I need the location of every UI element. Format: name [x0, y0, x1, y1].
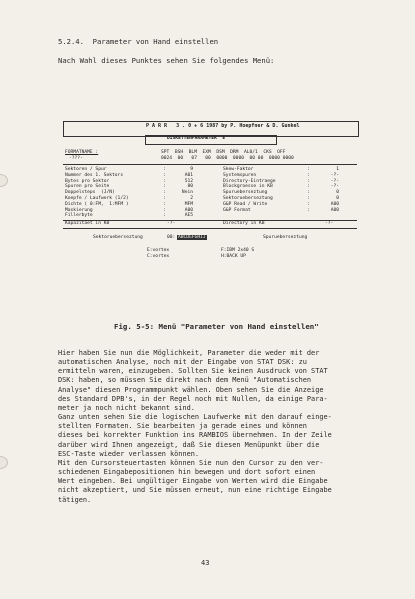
page-number: 43	[201, 559, 210, 567]
right-param-colon: :	[307, 201, 310, 207]
right-param-label: Blockgroesse in KB	[223, 184, 273, 190]
drive-menu-left-1[interactable]: E:vortex	[147, 248, 170, 253]
body-line: tätigen.	[58, 495, 92, 504]
format-value: -???-	[69, 156, 83, 161]
screen-header: P A R R 3 . 0 + 6 1987 by P. Hoepfner & D. Gunkel	[146, 123, 300, 129]
directory-value: -?-	[325, 221, 334, 226]
body-line: meter ja noch nicht bekannt sind.	[58, 403, 195, 412]
left-param-value[interactable]: 2	[190, 196, 193, 201]
left-param-label: Nummer des 1. Sektors	[65, 172, 124, 178]
left-param-colon: :	[163, 213, 166, 219]
left-param-colon: :	[163, 196, 166, 201]
left-param-label: Spuren pro Seite	[65, 184, 110, 190]
sector-translation-highlight[interactable]: ABCDEFGHIJ	[178, 235, 206, 240]
body-line: Ganz unten sehen Sie die logischen Laufwerke mit den darauf einge-	[58, 413, 332, 422]
figure-caption: Fig. 5-5: Menü "Parameter von Hand einstellen"	[114, 322, 319, 331]
body-text	[58, 349, 358, 505]
left-param-colon: :	[163, 190, 166, 196]
body-line: schiedenen Eingabepositionen hin bewegen und dort sofort einen	[58, 468, 316, 477]
menu-screen	[63, 121, 359, 311]
left-param-label: Doppelsteps (J/N)	[65, 190, 115, 196]
left-param-value[interactable]: 9	[190, 167, 193, 172]
capacity-value: -?-	[167, 221, 176, 226]
divider-3	[63, 228, 357, 229]
dpb-column-headers: SPT BSH BLM EXM DSM DRM AL0/1 CKS OFF	[161, 150, 286, 155]
left-param-colon: :	[163, 172, 166, 178]
directory-label: Directory in KB	[223, 221, 265, 226]
right-param-label: G&P Read / Write	[223, 201, 268, 207]
right-param-value[interactable]: A00	[330, 201, 339, 207]
body-line: Analyse" diesen Programmpunkt wählen. Oben sehen Sie die Anzeige	[58, 385, 324, 394]
right-param-colon: :	[307, 190, 310, 196]
right-param-value[interactable]: -?-	[330, 184, 339, 190]
right-param-colon: :	[307, 184, 310, 190]
right-param-value[interactable]: -?-	[330, 178, 339, 184]
track-translation-label: Spurueberseztung	[263, 235, 308, 240]
section-title: 5.2.4. Parameter von Hand einstellen	[58, 37, 219, 46]
body-line: DSK: haben, so müssen Sie direkt nach dem Menü "Automatischen	[58, 376, 312, 385]
right-param-colon: :	[307, 196, 310, 201]
body-line: ESC-Taste wieder verlassen können.	[58, 449, 200, 458]
left-param-value[interactable]: 80	[187, 184, 193, 190]
left-param-label: Koepfe / Laufwerk (1/2)	[65, 196, 129, 201]
drive-menu-left-2[interactable]: C:vortex	[147, 254, 170, 259]
screen-subheader: DISKETTENPARAMETER E	[167, 136, 226, 141]
body-line: darüber wird Ihnen angezeigt, daß Sie diesen Menüpunkt über die	[58, 440, 320, 449]
right-param-colon: :	[307, 178, 310, 184]
left-param-label: Bytes pro Sektor	[65, 178, 110, 184]
left-param-colon: :	[163, 184, 166, 190]
right-param-label: Directory-Eintraege	[223, 178, 276, 184]
body-line: ermitteln waren, einzugeben. Sollten Sie keinen Ausdruck von STAT	[58, 367, 328, 376]
right-param-label: Systemspuren	[223, 172, 257, 178]
intro-text: Nach Wahl dieses Punktes sehen Sie folgendes Menü:	[58, 56, 275, 65]
body-line: Mit den Cursorsteuertasten können Sie nun den Cursor zu den ver-	[58, 458, 324, 467]
right-param-value[interactable]: -?-	[330, 172, 339, 178]
punch-hole-top	[0, 174, 8, 187]
left-param-label: Sektoren / Spur	[65, 167, 107, 172]
punch-hole-bottom	[0, 456, 8, 469]
body-line: dieses bei korrekter Funktion ins RAMBIOS übernehmen. In der Zeile	[58, 431, 332, 440]
left-param-label: Maskierung	[65, 207, 93, 213]
right-param-value[interactable]: 1	[336, 167, 339, 172]
sector-translation-label: Sektorueberseztung	[93, 235, 143, 240]
right-param-value[interactable]: 0	[336, 190, 339, 196]
divider-1	[63, 164, 357, 165]
right-param-label: G&P Format	[223, 207, 251, 213]
left-param-value[interactable]: A01	[184, 172, 193, 178]
right-param-value[interactable]: 0	[336, 196, 339, 201]
body-line: nicht akzeptiert, und Sie müssen erneut, nun eine richtige Eingabe	[58, 486, 332, 495]
right-param-label: Spurueberseztung	[223, 190, 268, 196]
left-param-colon: :	[163, 207, 166, 213]
left-param-colon: :	[163, 167, 166, 172]
right-param-colon: :	[307, 207, 310, 213]
left-param-value[interactable]: AE5	[184, 213, 193, 219]
body-line: automatischen Analyse, noch mit der Eingabe von STAT DSK: zu	[58, 358, 307, 367]
drive-menu-right-2[interactable]: H:BACK UP	[221, 254, 246, 259]
right-param-value[interactable]: A00	[330, 207, 339, 213]
left-param-value[interactable]: 512	[184, 178, 193, 184]
drive-menu-right-1[interactable]: F:IBM 2x40 S	[221, 248, 255, 253]
left-param-colon: :	[163, 201, 166, 207]
body-line: Hier haben Sie nun die Möglichkeit, Parameter die weder mit der	[58, 349, 320, 357]
right-param-label: Skew-Faktor	[223, 167, 254, 172]
left-param-value[interactable]: A00	[184, 207, 193, 213]
right-param-colon: :	[307, 167, 310, 172]
sector-translation-prefix: 00:	[167, 235, 176, 240]
body-line: Wert eingeben. Bei ungültiger Eingabe von Werten wird die Eingabe	[58, 477, 328, 486]
right-param-label: Sektorueberseztung	[223, 196, 273, 201]
body-line: stellten Formaten. Sie bearbeiten ja gerade eines und können	[58, 422, 307, 431]
left-param-colon: :	[163, 178, 166, 184]
left-param-value[interactable]: Nein	[181, 190, 193, 196]
format-label: FORMATNAME :	[65, 150, 99, 155]
dpb-column-values: 0024 00 07 00 0000 0000 00 00 0000 0000	[161, 156, 294, 161]
left-param-value[interactable]: MFM	[184, 201, 193, 207]
left-param-label: Fillerbyte	[65, 213, 93, 219]
right-param-colon: :	[307, 172, 310, 178]
capacity-label: Kapazitaet in KB	[65, 221, 110, 226]
left-param-label: Dichte ( 0:FM, 1:MFM )	[65, 201, 129, 207]
body-line: des Standard DPB's, in der Regel noch mit Nullen, da einige Para-	[58, 394, 328, 403]
